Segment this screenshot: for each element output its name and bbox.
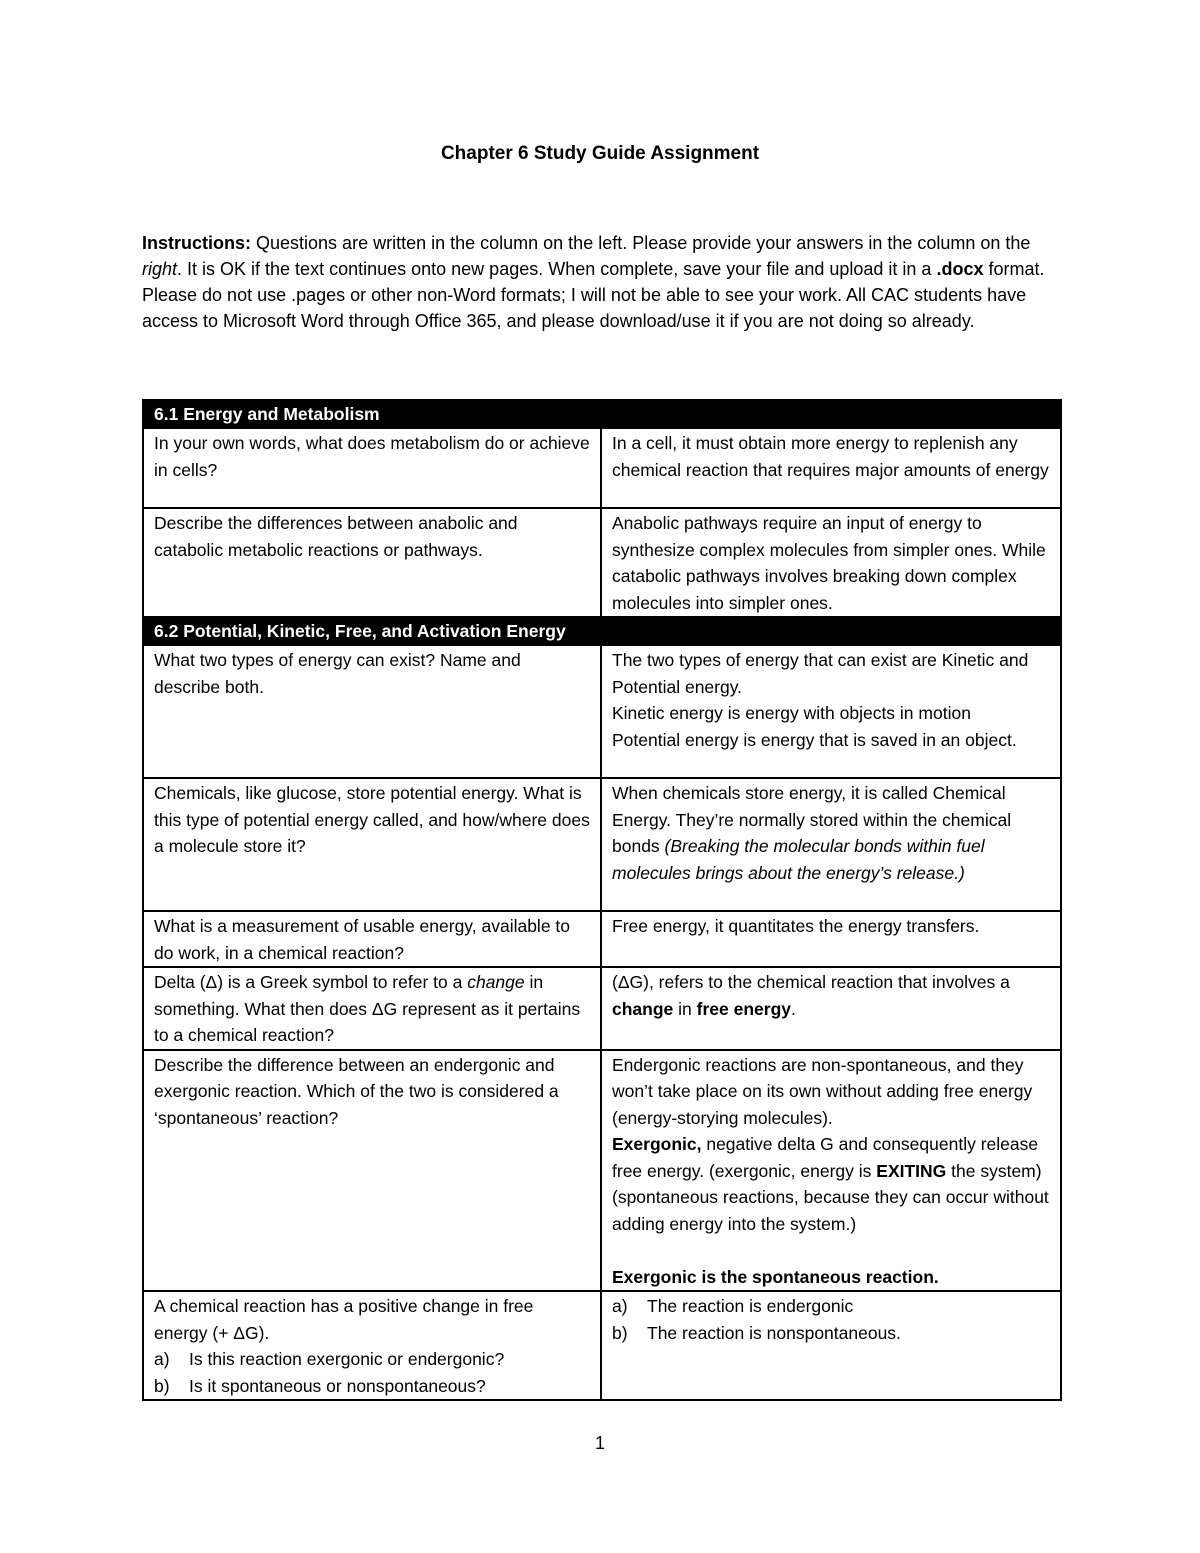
table-row — [143, 911, 1061, 967]
instructions-text-2: . It is OK if the text continues onto new pages. When complete, save your file and upload it in a — [177, 259, 937, 279]
list-marker: a) — [612, 1296, 628, 1316]
instructions-paragraph — [142, 230, 1060, 334]
list-item — [154, 1373, 590, 1400]
section-heading: 6.1 Energy and Metabolism — [143, 400, 1061, 428]
answer-text: the system) (spontaneous reactions, because they can occur without adding energy into the system.) — [612, 1160, 1049, 1234]
list-item-text: Is it spontaneous or nonspontaneous? — [189, 1375, 486, 1396]
answer-text: When chemicals store energy, it is called Chemical Energy. They’re normally stored within the chemical bonds — [612, 783, 1012, 856]
list-marker: b) — [154, 1375, 170, 1396]
instructions-docx: .docx — [936, 259, 984, 279]
question-cell: What two types of energy can exist? Name and describe both. — [143, 645, 601, 778]
study-guide-table — [142, 399, 1062, 1401]
page-title: Chapter 6 Study Guide Assignment — [440, 143, 760, 164]
table-row — [143, 1050, 1061, 1292]
list-item — [612, 1293, 1050, 1320]
table-row — [143, 428, 1061, 508]
table-row — [143, 967, 1061, 1050]
list-item-text: The reaction is endergonic — [647, 1296, 854, 1316]
answer-cell[interactable] — [601, 1050, 1061, 1292]
answer-cell[interactable] — [601, 645, 1061, 778]
section-heading: 6.2 Potential, Kinetic, Free, and Activation Energy — [143, 617, 1061, 645]
list-marker: a) — [154, 1349, 170, 1369]
question-cell — [143, 1291, 601, 1400]
answer-line: Potential energy is energy that is saved in an object. — [612, 729, 1017, 750]
list-item-text: The reaction is nonspontaneous. — [647, 1322, 901, 1343]
answer-bold-word: EXITING — [876, 1160, 947, 1181]
question-text: Delta (Δ) is a Greek symbol to refer to a — [154, 972, 468, 992]
section-heading-row — [143, 400, 1061, 428]
answer-text: in — [673, 998, 697, 1019]
question-text: A chemical reaction has a positive change in free energy (+ ΔG). — [154, 1296, 534, 1343]
instructions-label: Instructions: — [142, 233, 252, 253]
question-text: in something. What then does ΔG represent as it pertains to a chemical reaction? — [154, 972, 581, 1045]
answer-text: . — [791, 998, 796, 1019]
answer-paragraph: Endergonic reactions are non-spontaneous, and they won’t take place on its own without adding free energy (energy-storying molecules). — [612, 1054, 1033, 1128]
list-marker: b) — [612, 1322, 628, 1343]
section-heading-row — [143, 617, 1061, 645]
page-number: 1 — [594, 1433, 605, 1453]
answer-italic-text: (Breaking the molecular bonds within fuel molecules brings about the energy’s release.) — [612, 836, 985, 883]
table-row — [143, 778, 1061, 911]
table-row — [143, 645, 1061, 778]
question-cell: In your own words, what does metabolism do or achieve in cells? — [143, 428, 601, 508]
list-item — [154, 1346, 590, 1373]
answer-bold-word: free energy — [696, 998, 791, 1019]
question-list — [154, 1346, 590, 1399]
blank-line — [612, 1237, 1050, 1264]
question-italic-word: change — [467, 972, 525, 992]
answer-bold-lead: Exergonic, — [612, 1134, 702, 1154]
answer-cell[interactable]: Anabolic pathways require an input of energy to synthesize complex molecules from simpler ones. While catabolic pathways involves breaking down complex molecules into simpler ones. — [601, 508, 1061, 617]
instructions-right-word: right — [142, 259, 178, 279]
instructions-text-3: format. Please do not use .pages or other non-Word formats; I will not be able to see your work. All CAC students have access to Microsoft Word through Office 365, and please download/use it if you are not doing so already. — [142, 259, 1045, 331]
answer-cell[interactable]: In a cell, it must obtain more energy to replenish any chemical reaction that requires major amounts of energy — [601, 428, 1061, 508]
answer-cell[interactable] — [601, 967, 1061, 1050]
question-cell: Chemicals, like glucose, store potential energy. What is this type of potential energy called, and how/where does a molecule store it? — [143, 778, 601, 911]
answer-paragraph — [612, 1131, 1050, 1237]
answer-line: Kinetic energy is energy with objects in motion — [612, 703, 971, 723]
question-cell — [143, 967, 601, 1050]
question-cell: Describe the difference between an endergonic and exergonic reaction. Which of the two is considered a ‘spontaneous’ reaction? — [143, 1050, 601, 1292]
table-row — [143, 1291, 1061, 1400]
list-item-text: Is this reaction exergonic or endergonic? — [189, 1349, 505, 1369]
answer-conclusion: Exergonic is the spontaneous reaction. — [612, 1266, 939, 1287]
answer-list — [612, 1293, 1050, 1346]
answer-text: negative delta G and consequently release free energy. (exergonic, energy is — [612, 1134, 1039, 1181]
question-cell: Describe the differences between anabolic and catabolic metabolic reactions or pathways. — [143, 508, 601, 617]
question-cell: What is a measurement of usable energy, available to do work, in a chemical reaction? — [143, 911, 601, 967]
answer-text: (ΔG), refers to the chemical reaction that involves a — [612, 972, 1010, 992]
answer-bold-word: change — [612, 998, 674, 1019]
table-row — [143, 508, 1061, 617]
answer-cell[interactable] — [601, 778, 1061, 911]
answer-line: The two types of energy that can exist are Kinetic and Potential energy. — [612, 650, 1029, 697]
answer-cell[interactable] — [601, 1291, 1061, 1400]
list-item — [612, 1320, 1050, 1347]
instructions-text-1: Questions are written in the column on the left. Please provide your answers in the column on the — [251, 233, 1031, 253]
answer-cell[interactable]: Free energy, it quantitates the energy transfers. — [601, 911, 1061, 967]
